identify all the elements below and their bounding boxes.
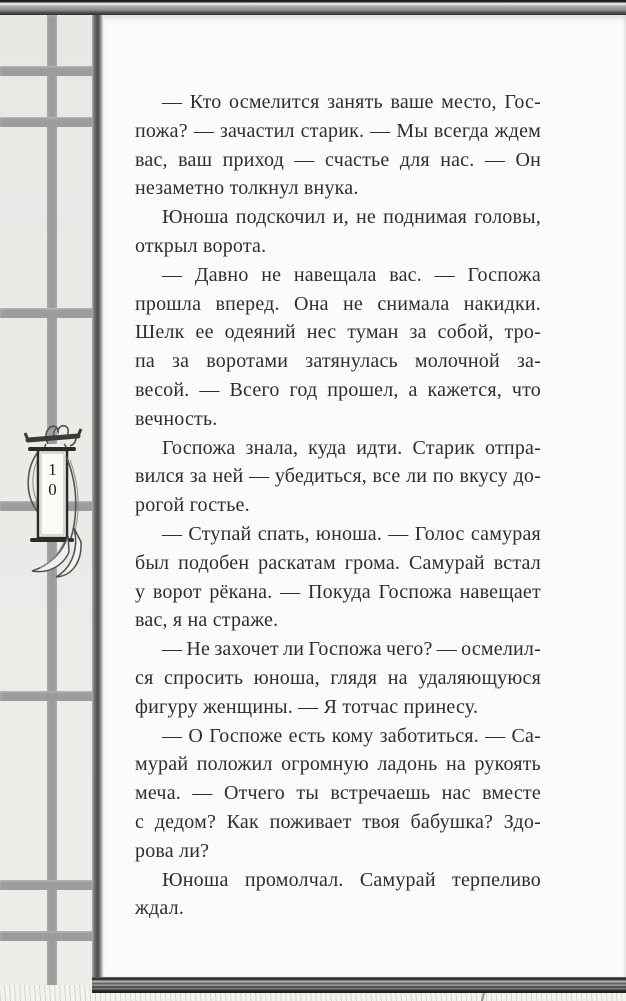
text-line: — Ступай спать, юноша. — Голос самурая (162, 522, 541, 545)
paragraph (135, 261, 541, 434)
text-line: вас, ваш приход — счастье для нас. — Он (135, 148, 541, 171)
text-line: — Кто осмелится занять ваше место, Гос- (162, 91, 541, 113)
shoji-mullion (0, 931, 102, 941)
text-line: незаметно толкнул внука. (135, 177, 359, 200)
text-line: прошла вперед. Она не снимала накидки. (135, 292, 541, 315)
paragraph (135, 88, 541, 203)
text-line: пожа? — зачастил старик. — Мы всегда ждем (135, 119, 541, 142)
paragraph (135, 203, 541, 261)
text-line: — Не захочет ли Госпожа чего? — осмелил- (162, 638, 541, 661)
paragraph (135, 866, 541, 924)
page-number-digit: 1 (48, 460, 57, 479)
text-line: па за воротами затянулась молочной за- (135, 350, 541, 373)
text-line: открыл ворота. (135, 234, 267, 257)
paragraph (135, 722, 541, 866)
shoji-mullion (0, 66, 102, 76)
text-line: фигуру женщины. — Я тотчас принесу. (135, 695, 479, 718)
text-line: рова ли? (135, 839, 210, 862)
text-line: вас, я на страже. (135, 609, 279, 632)
top-rail (0, 0, 626, 15)
text-column (135, 88, 541, 923)
page-number-tag (18, 416, 96, 586)
text-line: рогой гостье. (135, 494, 250, 517)
text-line: весой. — Всего год прошел, а кажется, что (135, 378, 541, 401)
text-line: Госпожа знала, куда идти. Старик отпра- (162, 436, 541, 459)
text-line: у ворот рёкана. — Покуда Госпожа навещает (135, 580, 541, 603)
text-line: был подобен раскатам грома. Самурай встал (135, 551, 541, 574)
text-line: — Давно не навещала вас. — Госпожа (162, 263, 541, 286)
text-line: Юноша промолчал. Самурай терпеливо (162, 868, 541, 891)
text-line: с дедом? Как поживает твоя бабушка? Здо- (135, 810, 541, 833)
paragraph (135, 635, 541, 721)
text-line: вился за ней — убедиться, все ли по вкусу до- (135, 465, 541, 488)
text-line: вечность. (135, 407, 218, 430)
shoji-mullion (0, 691, 102, 701)
paragraph (135, 434, 541, 520)
bottom-rail (92, 977, 626, 993)
text-line: ся спросить юноша, глядя на удаляющуюся (135, 666, 541, 689)
page-number-digit: 0 (48, 480, 57, 499)
paragraph (135, 520, 541, 635)
page-number (39, 460, 66, 500)
text-line: меча. — Отчего ты встречаешь нас вместе (135, 782, 541, 805)
shoji-mullion (0, 880, 102, 890)
text-line: Юноша подскочил и, не поднимая головы, (162, 206, 541, 229)
text-line: — О Госпоже есть кому заботиться. — Са- (162, 724, 541, 747)
text-line: Шелк ее одеяний нес туман за собой, тро- (135, 321, 541, 344)
shoji-mullion (0, 117, 102, 127)
tag-ornament-icon (18, 416, 96, 586)
text-line: мурай положил огромную ладонь на рукоять (135, 753, 541, 776)
text-line: ждал. (135, 897, 185, 920)
shoji-mullion (0, 308, 102, 318)
